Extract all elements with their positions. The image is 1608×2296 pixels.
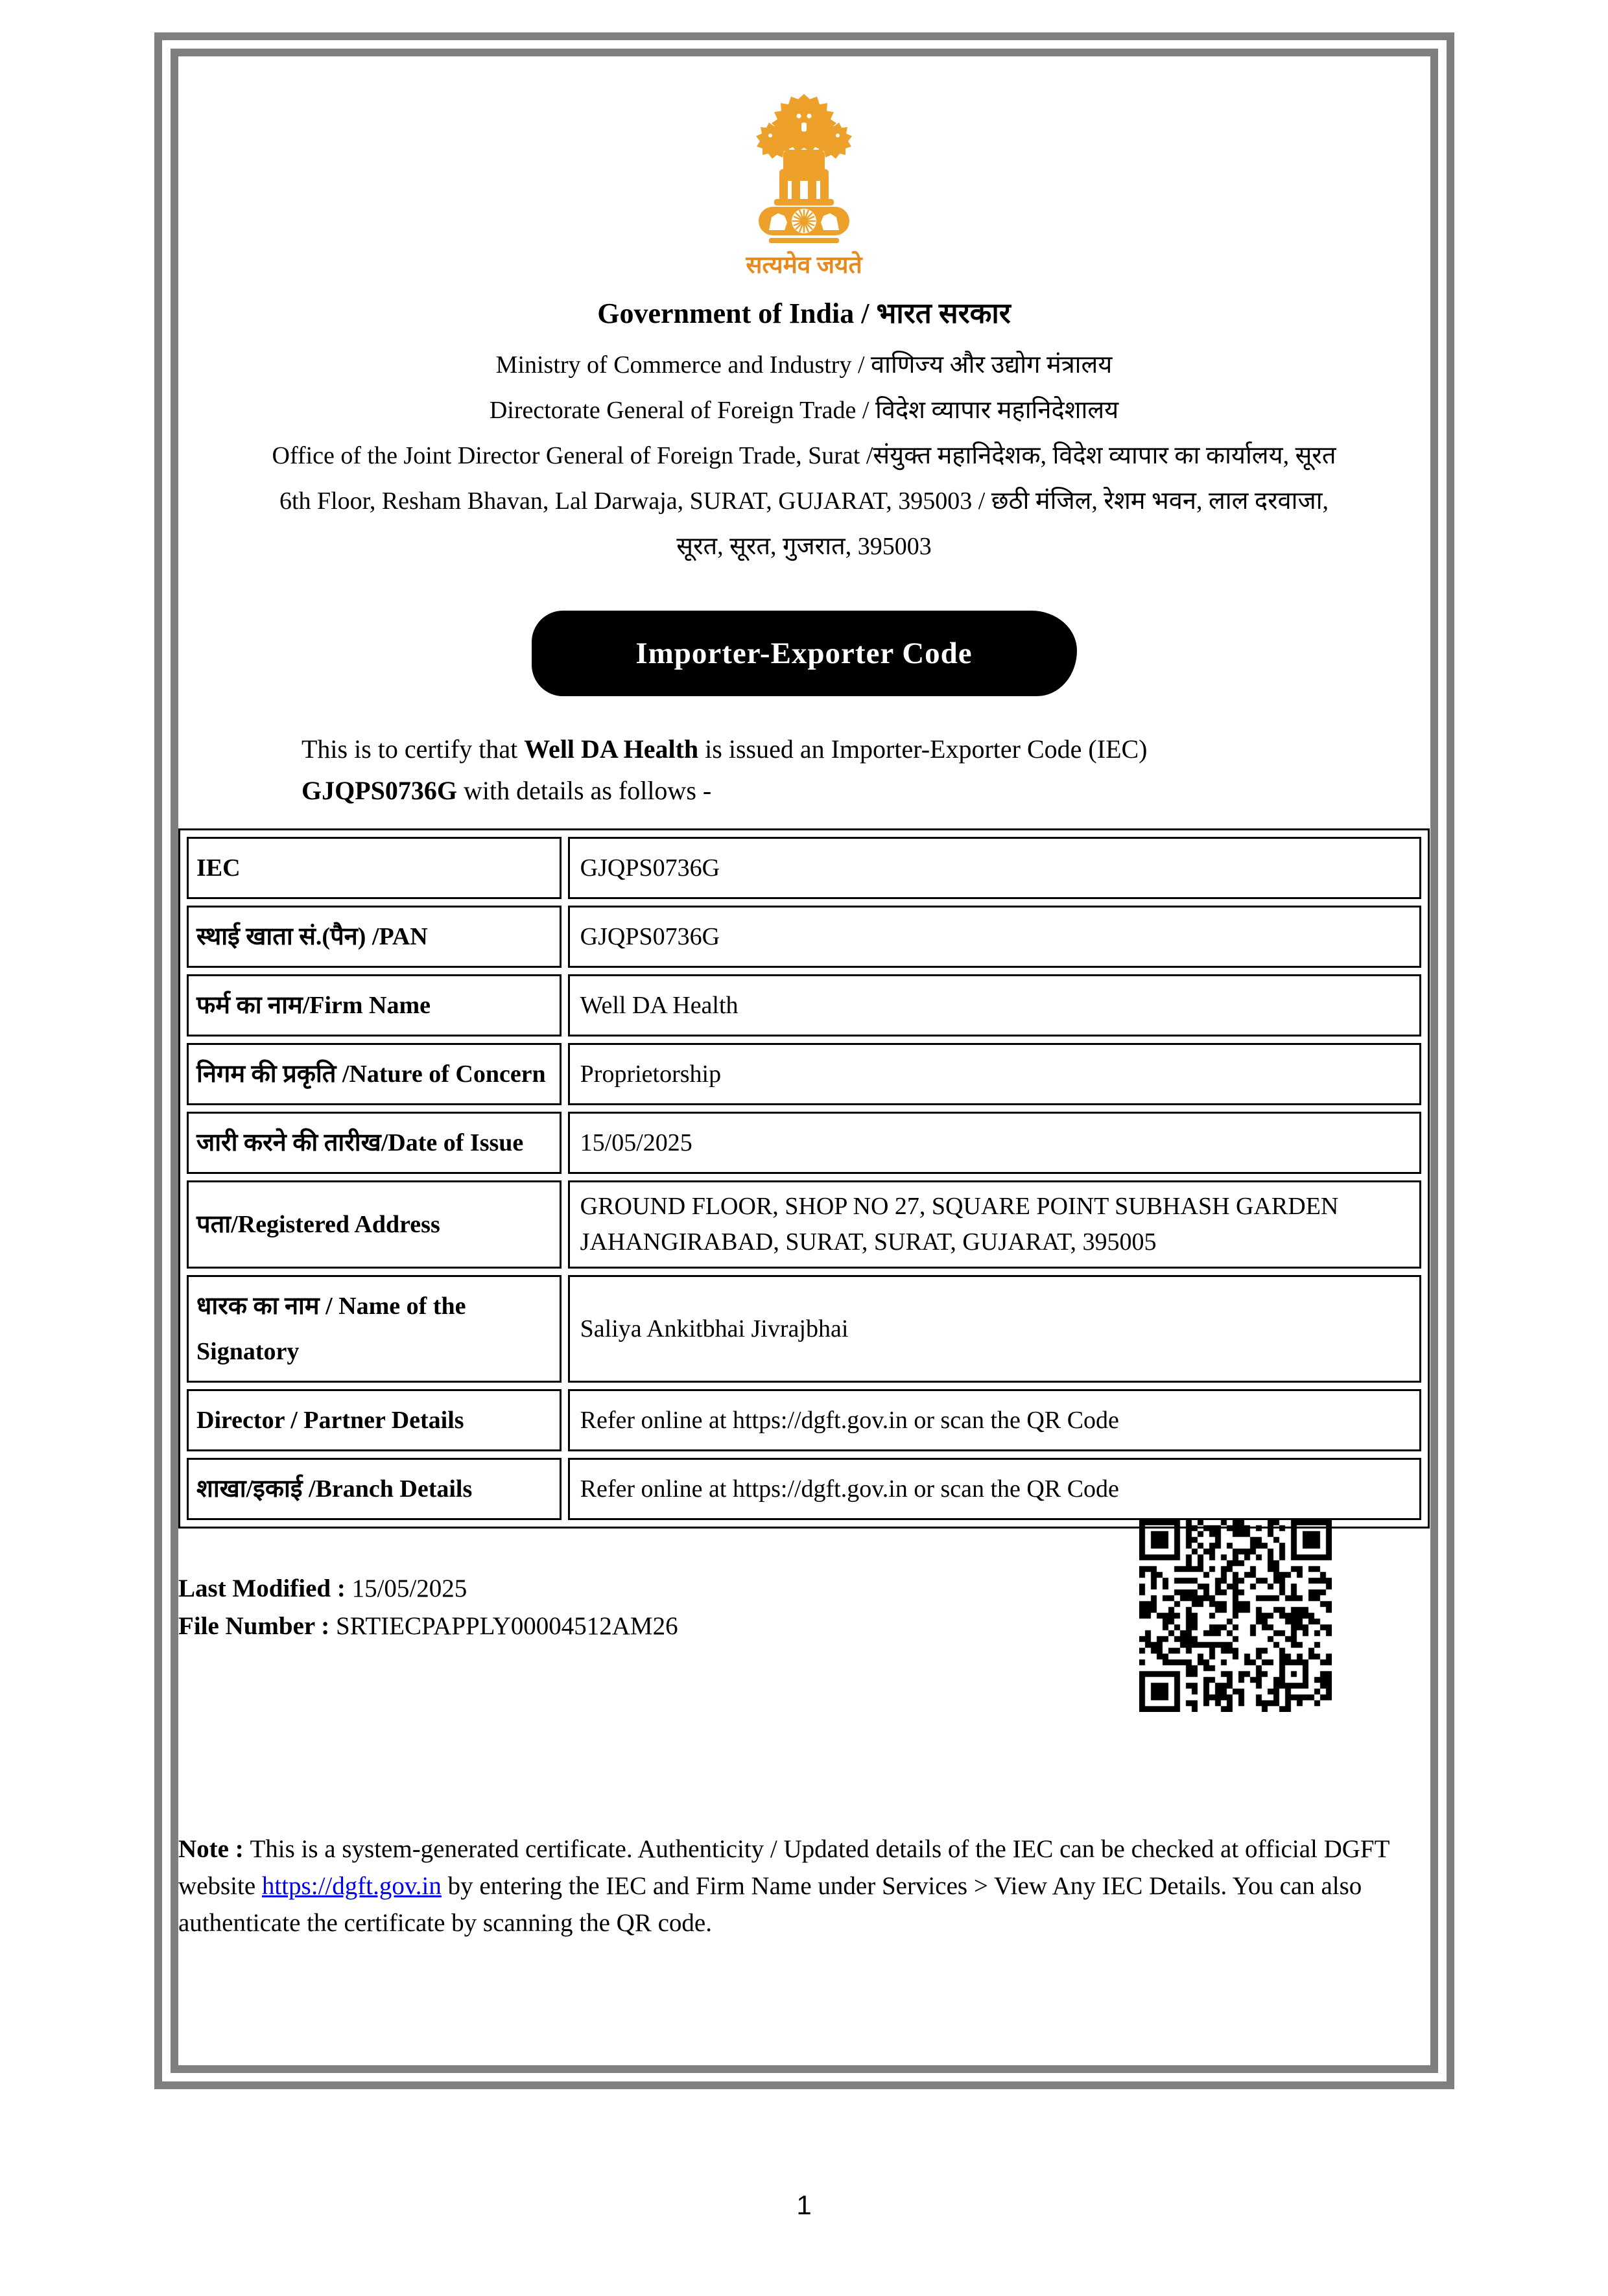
row-value: GJQPS0736G xyxy=(568,837,1421,899)
row-label: IEC xyxy=(187,837,562,899)
office-address-line: 6th Floor, Resham Bhavan, Lal Darwaja, SURAT, GUJARAT, 395003 / छठी मंजिल, रेशम भवन, लाल दरवाजा, xyxy=(279,487,1329,515)
row-value: Refer online at https://dgft.gov.in or scan the QR Code xyxy=(568,1389,1421,1451)
row-label: निगम की प्रकृति /Nature of Concern xyxy=(187,1043,562,1105)
iec-title-badge-label: Importer-Exporter Code xyxy=(635,637,973,670)
certification-statement xyxy=(178,729,1430,812)
page-number: 1 xyxy=(796,2190,812,2220)
table-row-registered-address xyxy=(187,1180,1421,1269)
table-row-signatory-name xyxy=(187,1275,1421,1383)
row-label: जारी करने की तारीख/Date of Issue xyxy=(187,1112,562,1174)
dgft-website-link[interactable]: https://dgft.gov.in xyxy=(261,1872,442,1900)
row-value: GJQPS0736G xyxy=(568,906,1421,968)
national-emblem-icon xyxy=(747,93,861,248)
row-value: GROUND FLOOR, SHOP NO 27, SQUARE POINT SUBHASH GARDEN JAHANGIRABAD, SURAT, SURAT, GUJARAT, 395005 xyxy=(568,1180,1421,1269)
note-label: Note : xyxy=(178,1835,250,1863)
certificate-content xyxy=(178,56,1430,1941)
emblem-block xyxy=(178,93,1430,280)
table-row-branch-details xyxy=(187,1458,1421,1520)
firm-name-inline: Well DA Health xyxy=(524,734,699,764)
note-paragraph: Note : This is a system-generated certificate. Authenticity / Updated details of the IEC can be checked at official DGFT website https://dgft.gov.in by entering the IEC and Firm Name under Services > View Any IEC Details. You can also authenticate the certificate by scanning the QR code. xyxy=(178,1835,1389,1937)
certification-line-1: This is to certify that Well DA Health is issued an Importer-Exporter Code (IEC) xyxy=(302,734,1148,764)
file-number-value: SRTIECPAPPLY00004512AM26 xyxy=(336,1612,678,1640)
office-address-block xyxy=(178,342,1430,569)
ministry-line: Ministry of Commerce and Industry / वाणिज्य और उद्योग मंत्रालय xyxy=(495,351,1113,379)
row-value: Saliya Ankitbhai Jivrajbhai xyxy=(568,1275,1421,1383)
last-modified-line: Last Modified : 15/05/2025 xyxy=(178,1575,467,1602)
row-value: Refer online at https://dgft.gov.in or scan the QR Code xyxy=(568,1458,1421,1520)
row-label: Director / Partner Details xyxy=(187,1389,562,1451)
table-row-director-partner-details xyxy=(187,1389,1421,1451)
row-value: 15/05/2025 xyxy=(568,1112,1421,1174)
table-row-pan xyxy=(187,906,1421,968)
row-label: स्थाई खाता सं.(पैन) /PAN xyxy=(187,906,562,968)
directorate-line: Directorate General of Foreign Trade / विदेश व्यापार महानिदेशालय xyxy=(489,397,1119,424)
table-row-firm-name xyxy=(187,974,1421,1037)
row-label: फर्म का नाम/Firm Name xyxy=(187,974,562,1037)
iec-title-badge xyxy=(532,611,1077,696)
table-row-iec xyxy=(187,837,1421,899)
office-city-line: सूरत, सूरत, गुजरात, 395003 xyxy=(676,533,932,560)
last-modified-value: 15/05/2025 xyxy=(351,1575,467,1602)
certification-line-2: GJQPS0736G with details as follows - xyxy=(302,776,712,805)
iec-details-table xyxy=(178,828,1430,1529)
row-label: पता/Registered Address xyxy=(187,1180,562,1269)
file-number-line: File Number : SRTIECPAPPLY00004512AM26 xyxy=(178,1612,678,1640)
row-label: धारक का नाम / Name of the Signatory xyxy=(187,1275,562,1383)
table-row-date-of-issue xyxy=(187,1112,1421,1174)
row-label: शाखा/इकाई /Branch Details xyxy=(187,1458,562,1520)
iec-code-inline: GJQPS0736G xyxy=(302,776,458,805)
qr-code xyxy=(1139,1519,1332,1712)
emblem-motto: सत्यमेव जयते xyxy=(746,252,862,279)
row-value: Well DA Health xyxy=(568,974,1421,1037)
government-of-india-heading: Government of India / भारत सरकार xyxy=(597,298,1011,329)
row-value: Proprietorship xyxy=(568,1043,1421,1105)
office-line: Office of the Joint Director General of Foreign Trade, Surat /संयुक्त महानिदेशक, विदेश व्यापार का कार्यालय, सूरत xyxy=(272,442,1336,469)
table-row-nature-of-concern xyxy=(187,1043,1421,1105)
